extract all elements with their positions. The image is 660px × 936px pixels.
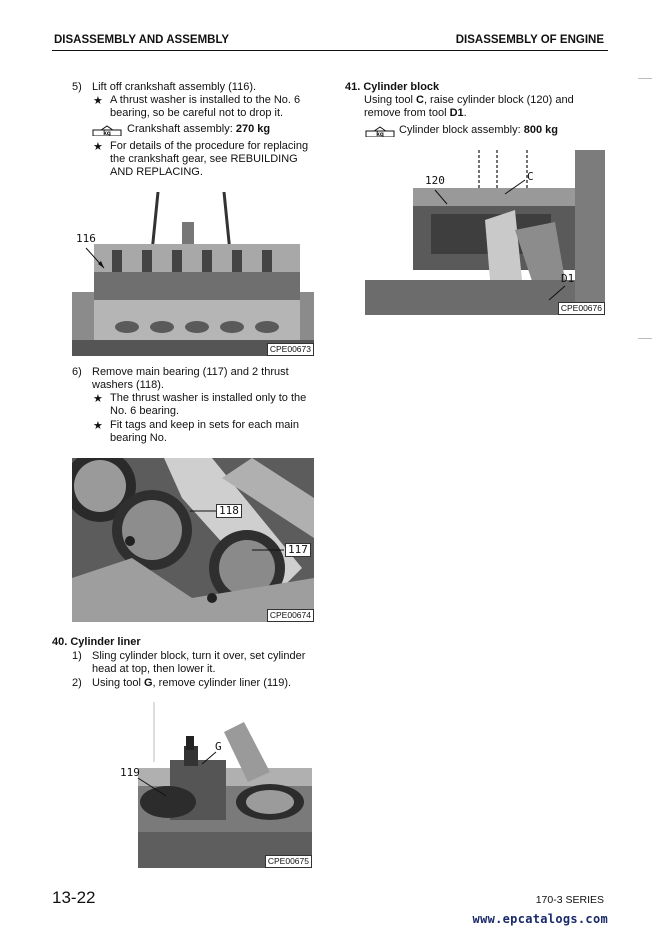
star-icon: ★ (93, 141, 103, 153)
star-icon: ★ (93, 420, 103, 432)
section-41-line-2: remove from tool D1. (364, 107, 467, 119)
callout-tool-d1: D1 (561, 272, 575, 285)
margin-mark (638, 78, 652, 79)
callout-tool-g: G (215, 740, 222, 753)
figure-main-bearing (72, 458, 314, 622)
figure-cylinder-liner (120, 702, 312, 868)
step-5-number: 5) (72, 81, 82, 93)
section-40-step-1-line-2: head at top, then lower it. (92, 663, 216, 675)
step-5-text: Lift off crankshaft assembly (116). (92, 81, 257, 93)
callout-117: 117 (285, 543, 311, 557)
figure-code: CPE00675 (265, 855, 312, 868)
weight-kg-icon (365, 125, 395, 137)
callout-118: 118 (216, 504, 242, 518)
step-5-note-2-line-2: the crankshaft gear, see REBUILDING (110, 153, 298, 165)
step-5-weight: Crankshaft assembly: 270 kg (127, 123, 271, 135)
figure-code: CPE00676 (558, 302, 605, 315)
header-rule (52, 50, 608, 51)
section-40-step-2-text: Using tool G, remove cylinder liner (119). (92, 677, 292, 689)
weight-kg-icon (92, 124, 122, 136)
kg-label: kg (103, 130, 111, 136)
section-header-left: DISASSEMBLY AND ASSEMBLY (54, 34, 230, 46)
callout-119: 119 (120, 766, 140, 779)
section-40-step-1-line-1: Sling cylinder block, turn it over, set cylinder (92, 650, 306, 662)
section-41-line-1: Using tool C, raise cylinder block (120) and (364, 94, 574, 106)
margin-mark (638, 338, 652, 339)
step-5-note-2-line-3: AND REPLACING. (110, 166, 203, 178)
figure-code: CPE00673 (267, 343, 314, 356)
step-6-note-2-line-2: bearing No. (110, 432, 167, 444)
step-5-note-1-line-2: bearing, so be careful not to drop it. (110, 107, 284, 119)
step-6-line-1: Remove main bearing (117) and 2 thrust (92, 366, 289, 378)
kg-label: kg (376, 131, 384, 137)
section-40-title: 40. Cylinder liner (52, 636, 141, 648)
step-6-note-2-line-1: Fit tags and keep in sets for each main (110, 419, 299, 431)
page-number: 13-22 (52, 888, 96, 907)
step-6-line-2: washers (118). (92, 379, 164, 391)
star-icon: ★ (93, 393, 103, 405)
series-label: 170-3 SERIES (535, 894, 604, 906)
step-6-number: 6) (72, 366, 82, 378)
section-40-step-2-number: 2) (72, 677, 82, 689)
star-icon: ★ (93, 95, 103, 107)
section-40-step-1-number: 1) (72, 650, 82, 662)
callout-116: 116 (76, 232, 96, 245)
figure-crankshaft-lift (72, 192, 314, 356)
step-5-note-1-line-1: A thrust washer is installed to the No. 6 (110, 94, 301, 106)
figure-cylinder-block-lift (365, 150, 605, 315)
step-6-note-1-line-1: The thrust washer is installed only to the (110, 392, 307, 404)
section-41-weight: Cylinder block assembly: 800 kg (399, 124, 558, 136)
step-6-note-1-line-2: No. 6 bearing. (110, 405, 180, 417)
callout-tool-c: C (527, 170, 534, 183)
watermark-url: www.epcatalogs.com (472, 912, 608, 926)
callout-120: 120 (425, 174, 445, 187)
section-41-title: 41. Cylinder block (345, 81, 440, 93)
section-header-right: DISASSEMBLY OF ENGINE (455, 34, 604, 46)
figure-code: CPE00674 (267, 609, 314, 622)
step-5-note-2-line-1: For details of the procedure for replacing (110, 140, 309, 152)
